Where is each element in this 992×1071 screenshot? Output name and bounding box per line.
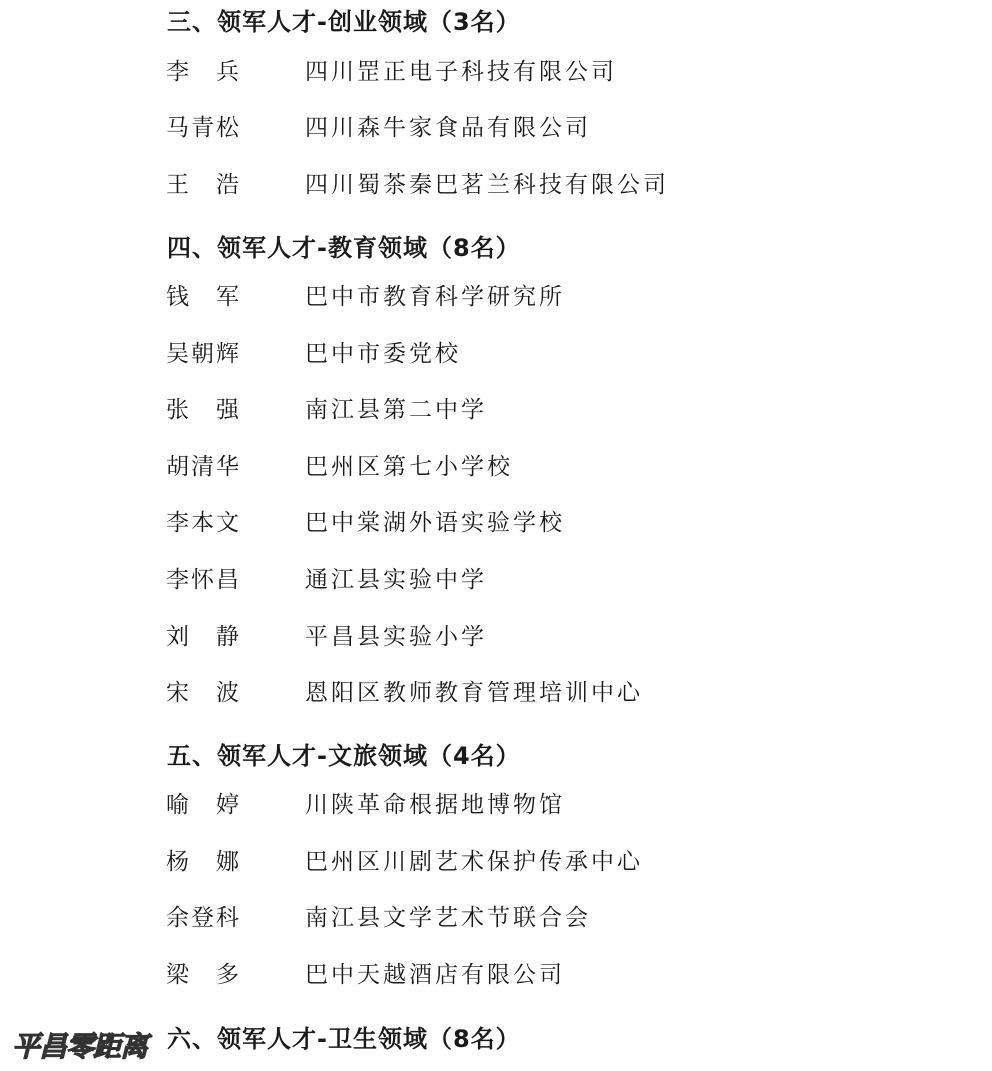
organization: 巴州区第七小学校 <box>305 454 513 480</box>
list-item <box>0 847 992 877</box>
list-item <box>0 508 992 538</box>
organization: 巴中市教育科学研究所 <box>305 284 565 310</box>
person-name: 王 浩 <box>166 172 241 198</box>
watermark-logo: 平昌零距离 <box>12 1030 148 1063</box>
list-item <box>0 790 992 820</box>
person-name: 李怀昌 <box>166 567 241 593</box>
list-item <box>0 622 992 652</box>
person-name: 梁 多 <box>166 962 241 988</box>
person-name: 吴朝辉 <box>166 341 241 367</box>
list-item <box>0 170 992 200</box>
organization: 巴中棠湖外语实验学校 <box>305 510 565 536</box>
organization: 巴州区川剧艺术保护传承中心 <box>305 849 643 875</box>
person-name: 刘 静 <box>166 624 241 650</box>
organization: 巴中天越酒店有限公司 <box>305 962 565 988</box>
organization: 巴中市委党校 <box>305 341 461 367</box>
organization: 南江县第二中学 <box>305 397 487 423</box>
list-item <box>0 452 992 482</box>
section-heading-health: 六、领军人才-卫生领域（8名） <box>167 1025 521 1053</box>
list-item <box>0 57 992 87</box>
organization: 南江县文学艺术节联合会 <box>305 905 591 931</box>
person-name: 李 兵 <box>166 59 241 85</box>
person-name: 胡清华 <box>166 454 241 480</box>
section-heading-culture-tourism: 五、领军人才-文旅领域（4名） <box>167 742 521 770</box>
list-item <box>0 395 992 425</box>
person-name: 余登科 <box>166 905 241 931</box>
organization: 川陕革命根据地博物馆 <box>305 792 565 818</box>
person-name: 马青松 <box>166 115 241 141</box>
list-item <box>0 282 992 312</box>
list-item <box>0 903 992 933</box>
organization: 四川罡正电子科技有限公司 <box>305 59 617 85</box>
list-item <box>0 678 992 708</box>
person-name: 李本文 <box>166 510 241 536</box>
person-name: 喻 婷 <box>166 792 241 818</box>
person-name: 杨 娜 <box>166 849 241 875</box>
organization: 平昌县实验小学 <box>305 624 487 650</box>
list-item <box>0 565 992 595</box>
person-name: 宋 波 <box>166 680 241 706</box>
list-item <box>0 113 992 143</box>
list-item <box>0 339 992 369</box>
person-name: 钱 军 <box>166 284 241 310</box>
organization: 四川蜀茶秦巴茗兰科技有限公司 <box>305 172 669 198</box>
section-heading-education: 四、领军人才-教育领域（8名） <box>167 234 521 262</box>
organization: 恩阳区教师教育管理培训中心 <box>305 680 643 706</box>
organization: 四川森牛家食品有限公司 <box>305 115 591 141</box>
person-name: 张 强 <box>166 397 241 423</box>
organization: 通江县实验中学 <box>305 567 487 593</box>
section-heading-entrepreneurship: 三、领军人才-创业领域（3名） <box>167 8 521 36</box>
list-item <box>0 960 992 990</box>
